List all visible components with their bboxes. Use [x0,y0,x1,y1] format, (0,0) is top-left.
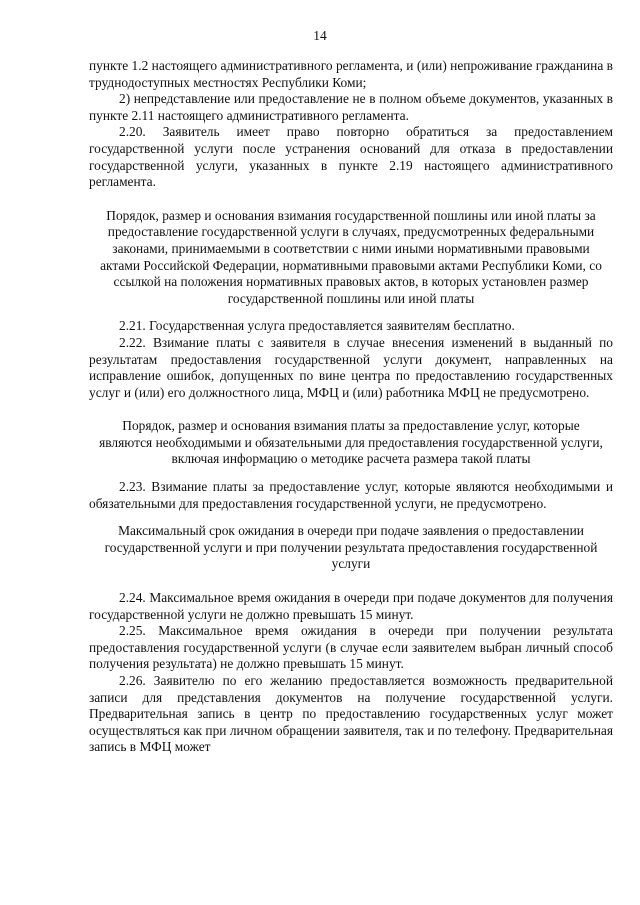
document-body [89,58,613,756]
paragraph-continuation: пункте 1.2 настоящего административного регламента, и (или) непроживание гражданина в труднодоступных местностях Республики Коми; [89,58,613,90]
section-heading-service-fee: Порядок, размер и основания взимания платы за предоставление услуг, которые являются необходимыми и обязательными для предоставления государственной услуги, включая информацию о методике расчета размера такой платы [99,418,603,467]
paragraph-item-2: 2) непредставление или предоставление не в полном объеме документов, указанных в пункте 2.11 настоящего административного регламента. [89,91,613,123]
paragraph-2-24: 2.24. Максимальное время ожидания в очереди при подаче документов для получения государственной услуги не должно превышать 15 минут. [89,590,613,622]
paragraph-2-26: 2.26. Заявителю по его желанию предоставляется возможность предварительной записи для представления документов на получение государственной услуги. Предварительная запись в центр по предоставлению государственных услуг может осуществляться как при личном обращении заявителя, так и по телефону. Предварительная запись в МФЦ может [89,673,613,755]
section-heading-state-fee: Порядок, размер и основания взимания государственной пошлины или иной платы за предоставление государственной услуги в случаях, предусмотренных федеральными законами, принимаемыми в соответствии с ними иными нормативными правовыми актами Российской Федерации, нормативными правовыми актами Республики Коми, со ссылкой на положения нормативных правовых актов, в которых установлен размер государственной пошлины или иной платы [100,207,602,306]
paragraph-2-21: 2.21. Государственная услуга предоставляется заявителям бесплатно. [119,318,515,334]
paragraph-2-25: 2.25. Максимальное время ожидания в очереди при получении результата предоставления государственной услуги (в случае если заявителем выбран личный способ получения результата) не должно превышать 15 минут. [89,623,613,672]
paragraph-2-20: 2.20. Заявитель имеет право повторно обратиться за предоставлением государственной услуги после устранения оснований для отказа в предоставлении государственной услуги, указанных в пункте 2.19 настоящего административного регламента. [89,124,613,190]
paragraph-2-23: 2.23. Взимание платы за предоставление услуг, которые являются необходимыми и обязательными для предоставления государственной услуги, не предусмотрено. [89,479,613,511]
paragraph-2-22: 2.22. Взимание платы с заявителя в случае внесения изменений в выданный по результатам предоставления государственной услуги документ, направленных на исправление ошибок, допущенных по вине центра по предоставлению государственных услуг и (или) его должностного лица, МФЦ и (или) работника МФЦ не предусмотрено. [89,334,613,400]
page-number: 14 [313,28,327,43]
section-heading-queue-time: Максимальный срок ожидания в очереди при подаче заявления о предоставлении государственной услуги и при получении результата предоставления государственной услуги [104,523,598,572]
